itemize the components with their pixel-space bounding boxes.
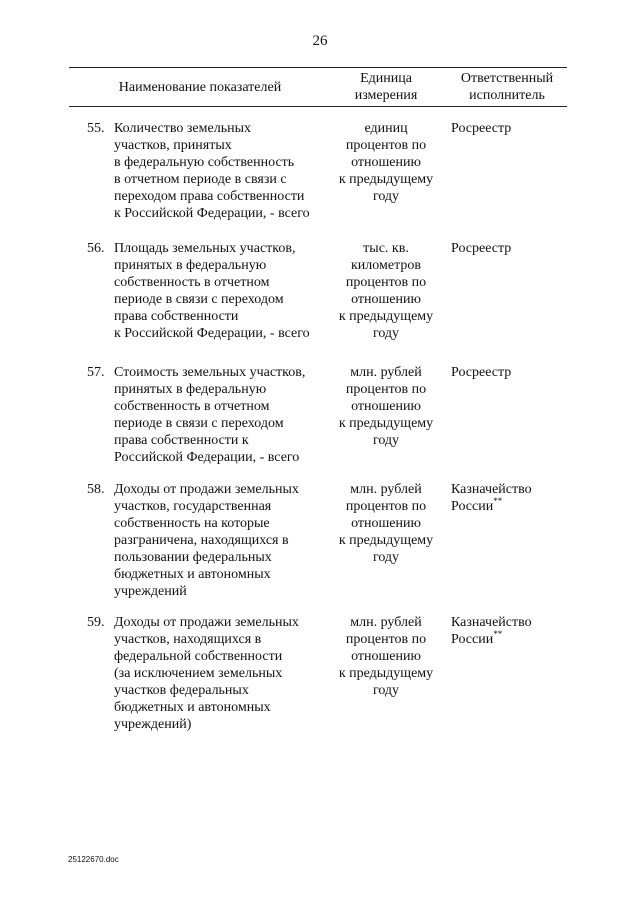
- indicator-name-line: периоде в связи с переходом: [114, 292, 284, 307]
- unit-line: году: [372, 683, 400, 698]
- column-header-unit: [331, 70, 441, 104]
- document-footer: 25122670.doc: [68, 855, 119, 864]
- header-bottom-rule: [69, 106, 567, 107]
- indicator-name-line: права собственности: [114, 309, 239, 324]
- responsible-executor: [451, 120, 569, 137]
- indicator-name-line: Площадь земельных участков,: [114, 241, 296, 256]
- indicator-name-line: принятых в федеральную: [114, 382, 267, 397]
- indicator-name-line: переходом права собственности: [114, 189, 305, 204]
- responsible-text: Росреестр: [451, 121, 512, 136]
- responsible-line: [451, 120, 569, 137]
- indicator-name: [114, 364, 354, 466]
- indicator-name-line: участков, находящихся в: [114, 632, 262, 647]
- responsible-line: [451, 364, 569, 381]
- indicator-name-line: в федеральную собственность: [114, 155, 295, 170]
- responsible-text: Росреестр: [451, 365, 512, 380]
- indicator-name-line: федеральной собственности: [114, 649, 283, 664]
- indicator-name: [114, 481, 354, 600]
- unit-line: отношению: [351, 649, 421, 664]
- column-header-name: Наименование показателей: [118, 80, 282, 95]
- indicator-name-line: Российской Федерации, - всего: [114, 450, 300, 465]
- unit-line: тыс. кв.: [363, 241, 409, 256]
- unit-line: процентов по: [345, 138, 427, 153]
- indicator-name-line: разграничена, находящихся в: [114, 533, 289, 548]
- row-number: 58.: [87, 482, 105, 497]
- indicator-name-line: (за исключением земельных: [114, 666, 283, 681]
- indicator-name-line: права собственности к: [114, 433, 249, 448]
- unit-of-measure: [331, 614, 441, 699]
- responsible-text: Казначейство: [451, 482, 532, 497]
- row-number: 59.: [87, 615, 105, 630]
- indicator-name-line: бюджетных и автономных: [114, 700, 271, 715]
- footnote-marker: **: [493, 496, 503, 506]
- unit-line: процентов по: [345, 275, 427, 290]
- unit-line: году: [372, 189, 400, 204]
- unit-line: году: [372, 326, 400, 341]
- indicator-name-line: собственность в отчетном: [114, 399, 270, 414]
- indicator-name-line: принятых в федеральную: [114, 258, 267, 273]
- indicator-name-line: Количество земельных: [114, 121, 251, 136]
- responsible-text: Росреестр: [451, 241, 512, 256]
- responsible-text: России: [451, 632, 494, 647]
- indicator-name-line: в отчетном периоде в связи с: [114, 172, 287, 187]
- responsible-text: России: [451, 499, 494, 514]
- indicator-name-line: периоде в связи с переходом: [114, 416, 284, 431]
- responsible-executor: [451, 364, 569, 381]
- unit-line: млн. рублей: [350, 482, 422, 497]
- indicator-name-line: бюджетных и автономных: [114, 567, 271, 582]
- column-header-responsible-line: исполнитель: [469, 88, 545, 103]
- responsible-line: [451, 614, 569, 631]
- responsible-line: [451, 240, 569, 257]
- unit-line: к предыдущему: [338, 533, 434, 548]
- indicator-name-line: участков федеральных: [114, 683, 249, 698]
- unit-of-measure: [331, 481, 441, 566]
- responsible-executor: [451, 614, 569, 648]
- responsible-line: [451, 631, 569, 648]
- unit-line: процентов по: [345, 382, 427, 397]
- unit-line: километров: [351, 258, 421, 273]
- indicator-name-line: участков, государственная: [114, 499, 272, 514]
- unit-line: году: [372, 433, 400, 448]
- unit-of-measure: [331, 240, 441, 342]
- indicator-name: [114, 240, 354, 342]
- unit-line: к предыдущему: [338, 416, 434, 431]
- indicator-name-line: участков, принятых: [114, 138, 232, 153]
- responsible-line: [451, 481, 569, 498]
- indicator-name: [114, 614, 354, 733]
- unit-of-measure: [331, 364, 441, 449]
- responsible-text: Казначейство: [451, 615, 532, 630]
- indicator-name-line: к Российской Федерации, - всего: [114, 326, 310, 341]
- unit-line: отношению: [351, 516, 421, 531]
- indicator-name-line: собственность на которые: [114, 516, 270, 531]
- column-header-responsible: [446, 70, 568, 104]
- indicator-name-line: Доходы от продажи земельных: [114, 482, 299, 497]
- column-header-unit-line: Единица: [360, 71, 412, 86]
- column-header-responsible-line: Ответственный: [460, 71, 554, 86]
- unit-line: млн. рублей: [350, 615, 422, 630]
- indicator-name-line: Доходы от продажи земельных: [114, 615, 299, 630]
- unit-line: к предыдущему: [338, 309, 434, 324]
- column-header-unit-line: измерения: [354, 88, 418, 103]
- indicator-name-line: учреждений): [114, 717, 192, 732]
- responsible-line: [451, 498, 569, 515]
- unit-line: процентов по: [345, 499, 427, 514]
- header-top-rule: [69, 67, 567, 68]
- unit-line: отношению: [351, 399, 421, 414]
- unit-line: отношению: [351, 292, 421, 307]
- page-number: 26: [312, 33, 328, 49]
- indicator-name-line: пользовании федеральных: [114, 550, 272, 565]
- indicator-name-line: собственность в отчетном: [114, 275, 270, 290]
- responsible-executor: [451, 481, 569, 515]
- footnote-marker: **: [493, 629, 503, 639]
- indicator-name-line: Стоимость земельных участков,: [114, 365, 306, 380]
- unit-line: к предыдущему: [338, 172, 434, 187]
- unit-line: процентов по: [345, 632, 427, 647]
- responsible-executor: [451, 240, 569, 257]
- row-number: 55.: [87, 121, 105, 136]
- indicator-name-line: к Российской Федерации, - всего: [114, 206, 310, 221]
- unit-of-measure: [331, 120, 441, 205]
- unit-line: млн. рублей: [350, 365, 422, 380]
- indicator-name: [114, 120, 354, 222]
- indicator-name-line: учреждений: [114, 584, 187, 599]
- unit-line: к предыдущему: [338, 666, 434, 681]
- unit-line: году: [372, 550, 400, 565]
- unit-line: отношению: [351, 155, 421, 170]
- row-number: 56.: [87, 241, 105, 256]
- unit-line: единиц: [364, 121, 408, 136]
- row-number: 57.: [87, 365, 105, 380]
